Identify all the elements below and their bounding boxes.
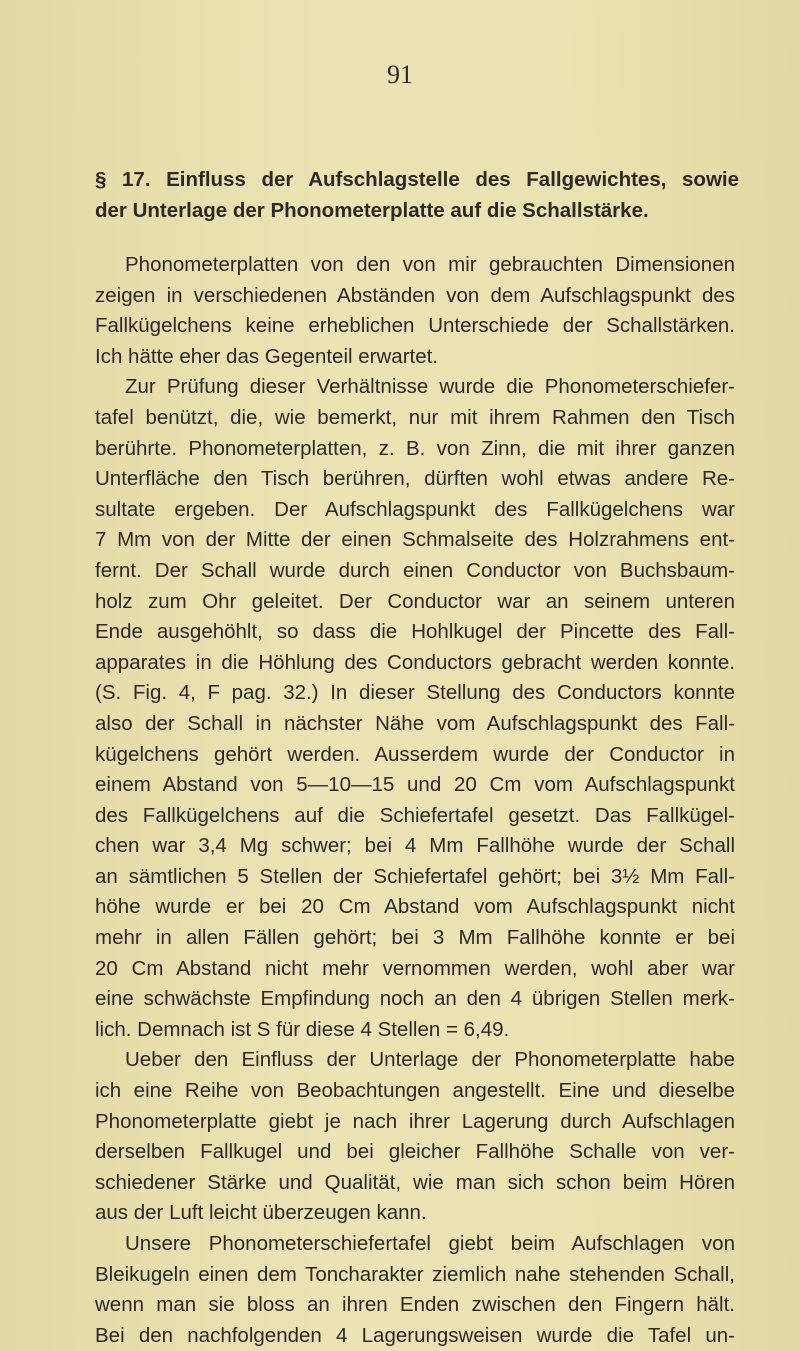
text-line: berührte. Phonometerplatten, z. B. von Zinn, die mit ihrer ganzen bbox=[95, 436, 735, 460]
text-line: Ueber den Einfluss der Unterlage der Phonometerplatte habe bbox=[125, 1048, 735, 1072]
text-line: Fallkügelchens keine erheblichen Unterschiede der Schallstärken. bbox=[95, 314, 735, 338]
text-line: Ende ausgehöhlt, so dass die Hohlkugel der Pincette des Fall- bbox=[95, 620, 735, 644]
text-line: tafel benützt, die, wie bemerkt, nur mit ihrem Rahmen den Tisch bbox=[95, 405, 735, 429]
page-number: 91 bbox=[387, 60, 413, 89]
text-line: ich eine Reihe von Beobachtungen angestellt. Eine und dieselbe bbox=[95, 1079, 735, 1103]
text-line: eine schwächste Empfindung noch an den 4 übrigen Stellen merk- bbox=[95, 987, 735, 1011]
text-line: Zur Prüfung dieser Verhältnisse wurde die Phonometerschiefer- bbox=[125, 375, 735, 399]
text-line: 20 Cm Abstand nicht mehr vernommen werden, wohl aber war bbox=[95, 956, 735, 980]
text-line: wenn man sie bloss an ihren Enden zwischen den Fingern hält. bbox=[95, 1293, 735, 1317]
text-line: an sämtlichen 5 Stellen der Schiefertafel gehört; bei 3½ Mm Fall- bbox=[95, 864, 735, 888]
text-line: also der Schall in nächster Nähe vom Aufschlagspunkt des Fall- bbox=[95, 711, 735, 735]
text-line: aus der Luft leicht überzeugen kann. bbox=[95, 1201, 427, 1225]
text-line: zeigen in verschiedenen Abständen von dem Aufschlagspunkt des bbox=[95, 283, 735, 307]
text-line: Unterfläche den Tisch berühren, dürften wohl etwas andere Re- bbox=[95, 467, 735, 491]
text-line: lich. Demnach ist S für diese 4 Stellen = 6,49. bbox=[95, 1017, 510, 1041]
text-line: (S. Fig. 4, F pag. 32.) In dieser Stellung des Conductors konnte bbox=[95, 681, 735, 705]
text-line: chen war 3,4 Mg schwer; bei 4 Mm Fallhöhe wurde der Schall bbox=[95, 834, 735, 858]
text-line: kügelchens gehört werden. Ausserdem wurde der Conductor in bbox=[95, 742, 735, 766]
text-line: fernt. Der Schall wurde durch einen Conductor von Buchsbaum- bbox=[95, 558, 735, 582]
text-line: 7 Mm von der Mitte der einen Schmalseite des Holzrahmens ent- bbox=[95, 528, 735, 552]
text-line: mehr in allen Fällen gehört; bei 3 Mm Fallhöhe konnte er bei bbox=[95, 926, 735, 950]
text-line: holz zum Ohr geleitet. Der Conductor war an seinem unteren bbox=[95, 589, 735, 613]
text-line: Phonometerplatten von den von mir gebrauchten Dimensionen bbox=[125, 253, 735, 276]
text-line: derselben Fallkugel und bei gleicher Fallhöhe Schalle von ver- bbox=[95, 1140, 735, 1164]
text-line: sultate ergeben. Der Aufschlagspunkt des Fallkügelchens war bbox=[95, 497, 735, 521]
text-line: des Fallkügelchens auf die Schiefertafel gesetzt. Das Fallkügel- bbox=[95, 803, 735, 827]
text-line: einem Abstand von 5—10—15 und 20 Cm vom Aufschlagspunkt bbox=[95, 773, 735, 797]
section-heading-line-2: der Unterlage der Phonometerplatte auf die Schallstärke. bbox=[95, 199, 649, 222]
text-line: Phonometerplatte giebt je nach ihrer Lagerung durch Aufschlagen bbox=[95, 1109, 735, 1133]
text-line: apparates in die Höhlung des Conductors gebracht werden konnte. bbox=[95, 650, 735, 674]
text-line: schiedener Stärke und Qualität, wie man sich schon beim Hören bbox=[95, 1170, 735, 1194]
section-heading bbox=[95, 164, 755, 226]
text-line: Bleikugeln einen dem Toncharakter ziemlich nahe stehenden Schall, bbox=[95, 1262, 735, 1286]
text-line: Ich hätte eher das Gegenteil erwartet. bbox=[95, 344, 439, 368]
text-line: Unsere Phonometerschiefertafel giebt beim Aufschlagen von bbox=[125, 1232, 735, 1255]
body-text bbox=[95, 250, 735, 1351]
section-heading-line-1: § 17. Einfluss der Aufschlagstelle des Fallgewichtes, sowie bbox=[95, 168, 739, 191]
text-line: Bei den nachfolgenden 4 Lagerungsweisen wurde die Tafel un- bbox=[95, 1323, 735, 1347]
text-line: höhe wurde er bei 20 Cm Abstand vom Aufschlagspunkt nicht bbox=[95, 895, 735, 919]
